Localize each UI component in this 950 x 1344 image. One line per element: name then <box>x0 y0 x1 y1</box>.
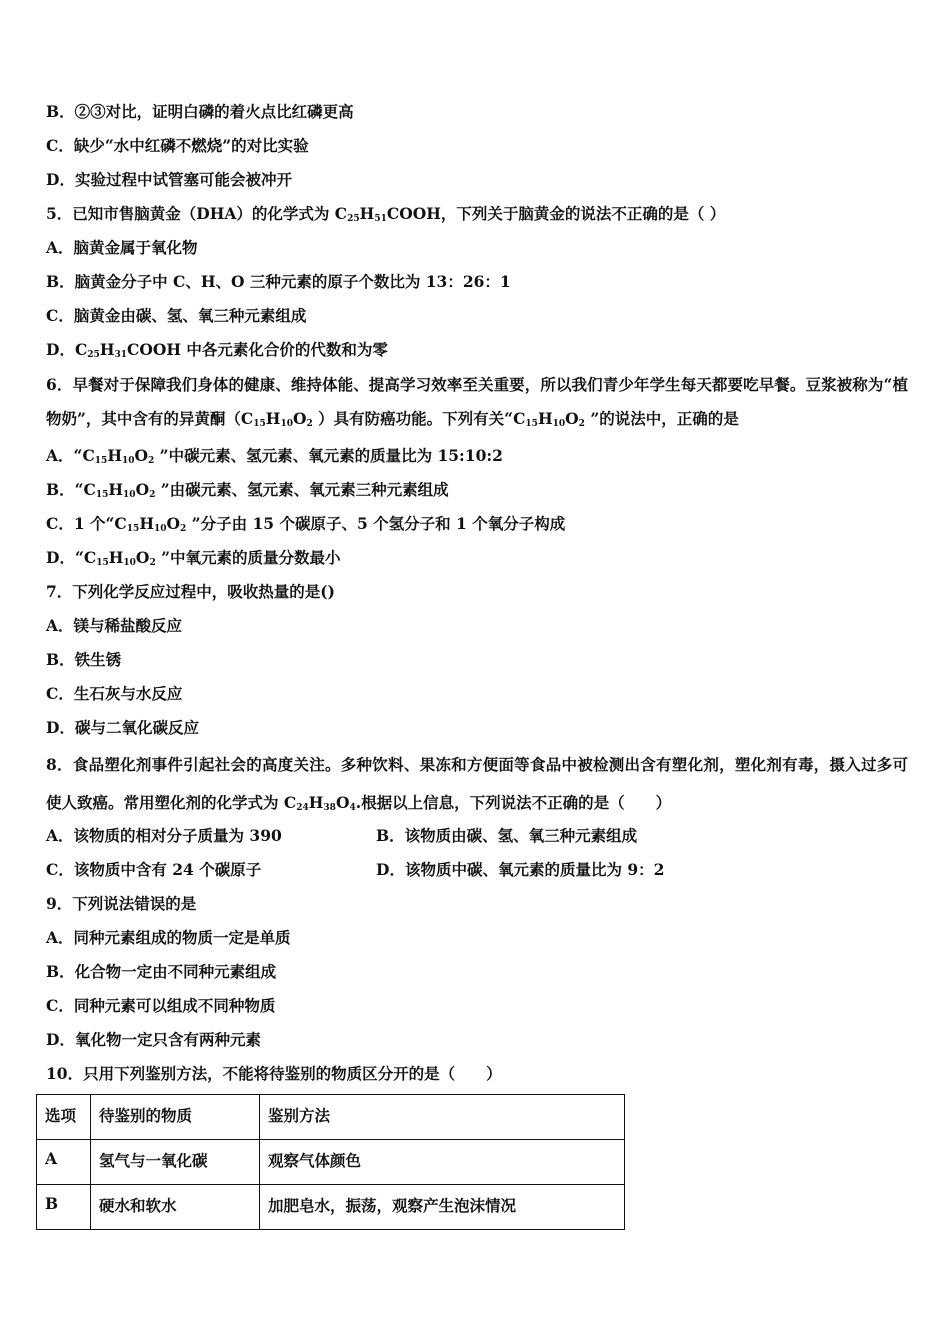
table-cell: A <box>37 1140 91 1185</box>
q6-option-c: C．1 个“$C_{15}H_{10}O_2$ ”分子由 15 个碳原子、5 个氢分子和 1 个氧分子构成 <box>46 514 566 534</box>
q6-option-d: D．“$C_{15}H_{10}O_2$ ”中氧元素的质量分数最小 <box>46 548 341 568</box>
q9-stem: 9．下列说法错误的是 <box>46 894 197 913</box>
table-row <box>37 1185 625 1230</box>
q8-option-d: D．该物质中碳、氧元素的质量比为 9：2 <box>376 860 665 879</box>
q7-option-a: A．镁与稀盐酸反应 <box>46 616 183 635</box>
q5-option-d: D．$C_{25}H_{31}COOH$ 中各元素化合价的代数和为零 <box>46 340 388 360</box>
table-header-cell: 鉴别方法 <box>260 1095 625 1140</box>
q7-option-c: C．生石灰与水反应 <box>46 684 183 703</box>
q9-option-d: D．氧化物一定只含有两种元素 <box>46 1030 261 1049</box>
table-header-cell: 选项 <box>37 1095 91 1140</box>
q5-stem: 5．已知市售脑黄金（DHA）的化学式为 $C_{25}H_{51}COOH$，下列关于脑黄金的说法不正确的是（ ） <box>46 204 726 224</box>
table-cell: B <box>37 1185 91 1230</box>
table-cell: 氢气与一氧化碳 <box>91 1140 260 1185</box>
table-cell: 观察气体颜色 <box>260 1140 625 1185</box>
q8-option-c: C．该物质中含有 24 个碳原子 <box>46 860 262 879</box>
q5-option-a: A．脑黄金属于氧化物 <box>46 238 198 257</box>
q8-option-b: B．该物质由碳、氢、氧三种元素组成 <box>376 826 638 845</box>
q8-stem: 8．食品塑化剂事件引起社会的高度关注。多种饮料、果冻和方便面等食品中被检测出含有塑化剂，塑化剂有毒，摄入过多可使人致癌。常用塑化剂的化学式为 $C_{24}H_{38}O_4$.根据以上信息，下列说法不正确的是（ ） <box>46 755 908 813</box>
table-cell: 硬水和软水 <box>91 1185 260 1230</box>
q10-stem: 10．只用下列鉴别方法，不能将待鉴别的物质区分开的是（ ） <box>46 1064 502 1083</box>
q5-option-c: C．脑黄金由碳、氢、氧三种元素组成 <box>46 306 307 325</box>
q9-option-a: A．同种元素组成的物质一定是单质 <box>46 928 291 947</box>
q8-option-a: A．该物质的相对分子质量为 390 <box>46 826 282 845</box>
q7-option-d: D．碳与二氧化碳反应 <box>46 718 199 737</box>
table-row <box>37 1140 625 1185</box>
q6-stem: 6．早餐对于保障我们身体的健康、维持体能、提高学习效率至关重要，所以我们青少年学生每天都要吃早餐。豆浆被称为“植物奶”，其中含有的异黄酮（$C_{15}H_{10}O_2$ ）具有防癌功能。下列有关“$C_{15}H_{10}O_2$ ”的说法中，正确的是 <box>46 375 908 429</box>
q7-option-b: B．铁生锈 <box>46 650 122 669</box>
q4-option-d: D．实验过程中试管塞可能会被冲开 <box>46 170 292 189</box>
q6-option-b: B．“$C_{15}H_{10}O_2$ ”由碳元素、氢元素、氧元素三种元素组成 <box>46 480 449 500</box>
q4-option-c: C．缺少“水中红磷不燃烧”的对比实验 <box>46 136 309 155</box>
table-cell: 加肥皂水，振荡，观察产生泡沫情况 <box>260 1185 625 1230</box>
q10-table <box>36 1094 625 1230</box>
q4-option-b: B．②③对比，证明白磷的着火点比红磷更高 <box>46 102 354 121</box>
table-header-cell: 待鉴别的物质 <box>91 1095 260 1140</box>
q9-option-c: C．同种元素可以组成不同种物质 <box>46 996 276 1015</box>
q6-option-a: A．“$C_{15}H_{10}O_2$ ”中碳元素、氢元素、氧元素的质量比为 15:10:2 <box>46 446 503 466</box>
q5-option-b: B．脑黄金分子中 C、H、O 三种元素的原子个数比为 13：26：1 <box>46 272 511 291</box>
table-header-row <box>37 1095 625 1140</box>
q7-stem: 7．下列化学反应过程中，吸收热量的是() <box>46 582 335 601</box>
q9-option-b: B．化合物一定由不同种元素组成 <box>46 962 277 981</box>
